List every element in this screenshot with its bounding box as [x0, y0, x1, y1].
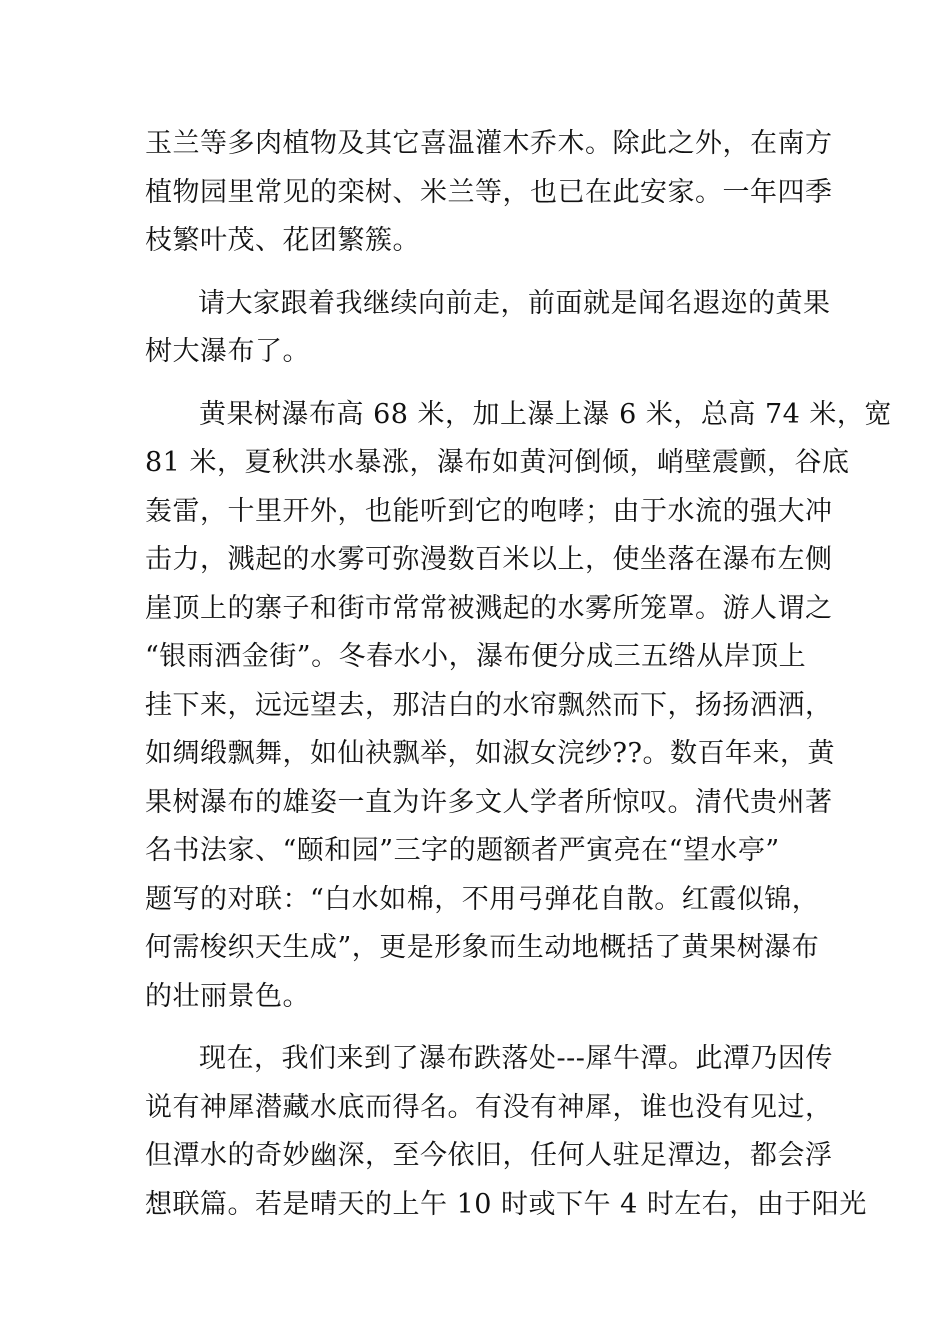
text-line: 现在，我们来到了瀑布跌落处---犀牛潭。此潭乃因传: [199, 1043, 833, 1074]
text-line: 名书法家、“颐和园”三字的题额者严寅亮在“望水亭”: [145, 835, 780, 866]
text-line: 但潭水的奇妙幽深，至今依旧，任何人驻足潭边，都会浮: [145, 1140, 833, 1171]
text-line: 植物园里常见的栾树、米兰等，也已在此安家。一年四季: [145, 176, 833, 208]
text-line: 玉兰等多肉植物及其它喜温灌木乔木。除此之外，在南方: [145, 128, 833, 159]
text-line: 说有神犀潜藏水底而得名。有没有神犀，谁也没有见过，: [145, 1091, 833, 1123]
text-line: 枝繁叶茂、花团繁簇。: [145, 225, 420, 256]
text-line: 想联篇。若是晴天的上午 10 时或下午 4 时左右，由于阳光: [145, 1188, 867, 1220]
text-line: 果树瀑布的雄姿一直为许多文人学者所惊叹。清代贵州著: [145, 786, 833, 818]
text-line: 何需梭织天生成”，更是形象而生动地概括了黄果树瀑布: [145, 932, 820, 963]
text-line: 挂下来，远远望去，那洁白的水帘飘然而下，扬扬洒洒，: [145, 689, 833, 721]
text-line: 崖顶上的寨子和街市常常被溅起的水雾所笼罩。游人谓之: [145, 592, 833, 624]
text-line: “银雨洒金街”。冬春水小，瀑布便分成三五绺从岸顶上: [145, 641, 807, 672]
text-line: 黄果树瀑布高 68 米，加上瀑上瀑 6 米，总高 74 米，宽: [199, 398, 892, 430]
text-line: 题写的对联：“白水如棉，不用弓弹花自散。红霞似锦，: [145, 883, 820, 915]
paragraph-2: [145, 280, 831, 377]
text-line: 如绸缎飘舞，如仙袂飘举，如淑女浣纱??。数百年来，黄: [145, 738, 835, 769]
paragraph-3: [145, 391, 892, 1022]
body-text: [145, 120, 892, 1229]
text-line: 轰雷，十里开外，也能听到它的咆哮；由于水流的强大冲: [145, 495, 833, 527]
text-line: 击力，溅起的水雾可弥漫数百米以上，使坐落在瀑布左侧: [145, 544, 833, 575]
text-line: 树大瀑布了。: [145, 336, 310, 367]
text-line: 81 米，夏秋洪水暴涨，瀑布如黄河倒倾，峭壁震颤，谷底: [145, 447, 850, 478]
paragraph-1: [145, 120, 833, 266]
paragraph-4: [145, 1035, 867, 1229]
text-line: 的壮丽景色。: [145, 980, 310, 1012]
text-line: 请大家跟着我继续向前走，前面就是闻名遐迩的黄果: [198, 287, 831, 319]
